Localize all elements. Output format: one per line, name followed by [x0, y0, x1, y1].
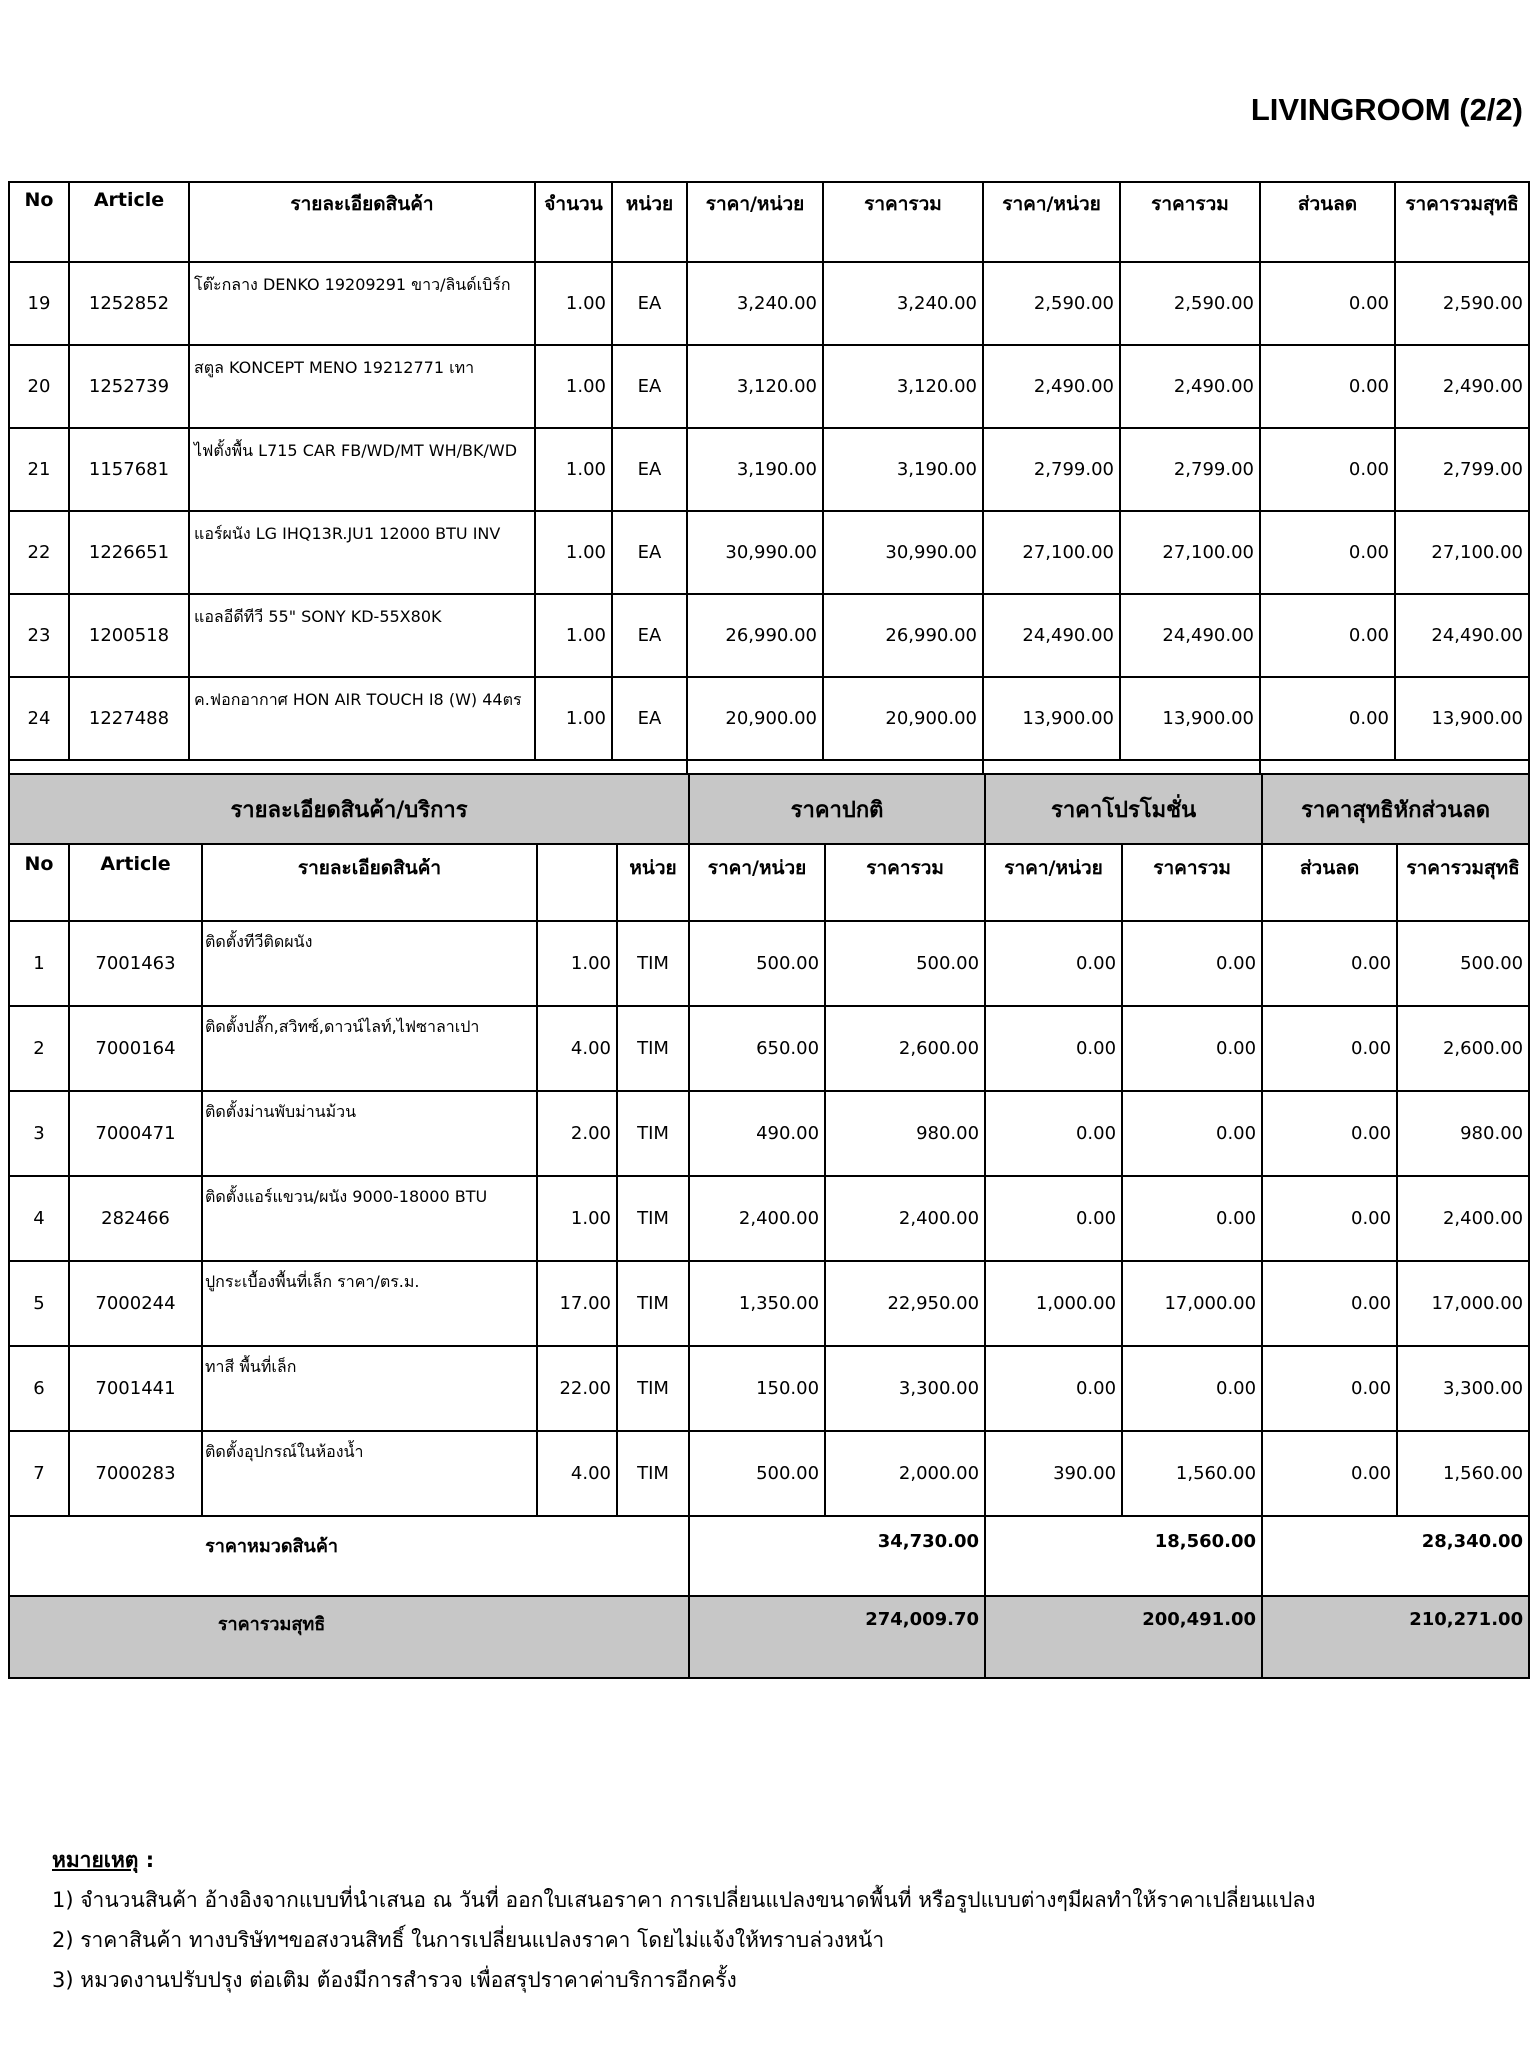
remark-line: 3) หมวดงานปรับปรุง ต่อเติม ต้องมีการสำรวจ เพื่อสรุปราคาค่าบริการอีกครั้ง — [52, 1968, 737, 1992]
row-total: 26,990.00 — [823, 594, 983, 677]
grand-total-promo: 200,491.00 — [985, 1596, 1262, 1678]
row-net-total: 2,490.00 — [1395, 345, 1529, 428]
page-title: LIVINGROOM (2/2) — [1250, 92, 1523, 127]
row-article: 7001463 — [69, 921, 202, 1006]
row-no: 5 — [9, 1261, 69, 1346]
table-row — [9, 1006, 1529, 1091]
row-promo-total: 2,799.00 — [1120, 428, 1260, 511]
row-article: 7001441 — [69, 1346, 202, 1431]
row-promo-total: 0.00 — [1122, 1006, 1262, 1091]
row-promo-unit-price: 1,000.00 — [985, 1261, 1122, 1346]
row-unit-price: 500.00 — [689, 1431, 825, 1516]
group-description-header: รายละเอียดสินค้า/บริการ — [9, 774, 689, 844]
row-promo-unit-price: 0.00 — [985, 1176, 1122, 1261]
row-total: 2,400.00 — [825, 1176, 985, 1261]
group-net-price-header: ราคาสุทธิหักส่วนลด — [1262, 774, 1529, 844]
row-total: 20,900.00 — [823, 677, 983, 760]
row-promo-total: 27,100.00 — [1120, 511, 1260, 594]
row-article: 1227488 — [69, 677, 189, 760]
row-quantity: 1.00 — [537, 1176, 617, 1261]
row-unit: EA — [612, 594, 687, 677]
table-row — [9, 1261, 1529, 1346]
svc-col-quantity-header — [537, 844, 617, 921]
row-unit: TIM — [617, 1346, 689, 1431]
row-quantity: 1.00 — [535, 428, 612, 511]
row-promo-unit-price: 27,100.00 — [983, 511, 1120, 594]
row-discount: 0.00 — [1260, 428, 1395, 511]
row-quantity: 22.00 — [537, 1346, 617, 1431]
row-net-total: 2,400.00 — [1397, 1176, 1529, 1261]
row-quantity: 4.00 — [537, 1431, 617, 1516]
row-no: 4 — [9, 1176, 69, 1261]
row-quantity: 1.00 — [537, 921, 617, 1006]
col-article-header: Article — [69, 182, 189, 262]
row-quantity: 2.00 — [537, 1091, 617, 1176]
svc-col-no-header: No — [9, 844, 69, 921]
col-total-header: ราคารวม — [823, 182, 983, 262]
row-net-total: 24,490.00 — [1395, 594, 1529, 677]
items-header-row — [9, 182, 1529, 262]
svc-col-total-header: ราคารวม — [825, 844, 985, 921]
row-discount: 0.00 — [1262, 1006, 1397, 1091]
row-unit-price: 26,990.00 — [687, 594, 823, 677]
row-net-total: 500.00 — [1397, 921, 1529, 1006]
table-row — [9, 511, 1529, 594]
row-article: 1252739 — [69, 345, 189, 428]
row-net-total: 2,600.00 — [1397, 1006, 1529, 1091]
row-total: 22,950.00 — [825, 1261, 985, 1346]
row-unit-price: 500.00 — [689, 921, 825, 1006]
remarks-title — [52, 1840, 1315, 1880]
row-promo-total: 0.00 — [1122, 1176, 1262, 1261]
row-quantity: 1.00 — [535, 511, 612, 594]
grand-total-label: ราคารวมสุทธิ — [9, 1596, 689, 1678]
row-total: 2,600.00 — [825, 1006, 985, 1091]
row-article: 282466 — [69, 1176, 202, 1261]
row-unit: TIM — [617, 921, 689, 1006]
row-promo-unit-price: 2,490.00 — [983, 345, 1120, 428]
row-quantity: 1.00 — [535, 345, 612, 428]
row-net-total: 27,100.00 — [1395, 511, 1529, 594]
row-unit: TIM — [617, 1006, 689, 1091]
row-no: 21 — [9, 428, 69, 511]
row-promo-unit-price: 390.00 — [985, 1431, 1122, 1516]
table-row — [9, 1346, 1529, 1431]
row-unit-price: 2,400.00 — [689, 1176, 825, 1261]
row-quantity: 1.00 — [535, 594, 612, 677]
row-article: 1226651 — [69, 511, 189, 594]
row-unit: EA — [612, 428, 687, 511]
grand-total-net: 210,271.00 — [1262, 1596, 1529, 1678]
row-unit-price: 490.00 — [689, 1091, 825, 1176]
svc-col-promo-total-header: ราคารวม — [1122, 844, 1262, 921]
col-unit-header: หน่วย — [612, 182, 687, 262]
row-discount: 0.00 — [1260, 345, 1395, 428]
row-total: 3,240.00 — [823, 262, 983, 345]
svc-col-description-header: รายละเอียดสินค้า — [202, 844, 537, 921]
row-discount: 0.00 — [1262, 1261, 1397, 1346]
group-regular-price-header: ราคาปกติ — [689, 774, 985, 844]
table-row — [9, 1431, 1529, 1516]
row-no: 20 — [9, 345, 69, 428]
row-promo-unit-price: 2,799.00 — [983, 428, 1120, 511]
table-row — [9, 677, 1529, 760]
row-unit: EA — [612, 262, 687, 345]
svc-col-net-total-header: ราคารวมสุทธิ — [1397, 844, 1529, 921]
row-total: 980.00 — [825, 1091, 985, 1176]
row-discount: 0.00 — [1260, 677, 1395, 760]
col-discount-header: ส่วนลด — [1260, 182, 1395, 262]
table-row — [9, 345, 1529, 428]
row-quantity: 17.00 — [537, 1261, 617, 1346]
svc-col-discount-header: ส่วนลด — [1262, 844, 1397, 921]
row-promo-total: 17,000.00 — [1122, 1261, 1262, 1346]
row-description: แอลอีดีทีวี 55" SONY KD-55X80K — [189, 594, 535, 677]
row-description: สตูล KONCEPT MENO 19212771 เทา — [189, 345, 535, 428]
row-description: ค.ฟอกอากาศ HON AIR TOUCH I8 (W) 44ตร — [189, 677, 535, 760]
row-promo-unit-price: 0.00 — [985, 1091, 1122, 1176]
row-discount: 0.00 — [1260, 594, 1395, 677]
svc-col-unit-price-header: ราคา/หน่วย — [689, 844, 825, 921]
row-net-total: 3,300.00 — [1397, 1346, 1529, 1431]
row-unit-price: 3,120.00 — [687, 345, 823, 428]
remarks-title-text: หมายเหตุ — [52, 1848, 139, 1872]
row-description: ติดตั้งม่านพับม่านม้วน — [202, 1091, 537, 1176]
row-total: 3,120.00 — [823, 345, 983, 428]
row-no: 22 — [9, 511, 69, 594]
row-total: 30,990.00 — [823, 511, 983, 594]
row-promo-total: 13,900.00 — [1120, 677, 1260, 760]
row-promo-total: 24,490.00 — [1120, 594, 1260, 677]
row-description: ทาสี พื้นที่เล็ก — [202, 1346, 537, 1431]
row-description: ปูกระเบื้องพื้นที่เล็ก ราคา/ตร.ม. — [202, 1261, 537, 1346]
remark-line: 2) ราคาสินค้า ทางบริษัทฯขอสงวนสิทธิ์ ในการเปลี่ยนแปลงราคา โดยไม่แจ้งให้ทราบล่วงหน้า — [52, 1928, 885, 1952]
row-net-total: 2,590.00 — [1395, 262, 1529, 345]
svc-col-promo-unit-price-header: ราคา/หน่วย — [985, 844, 1122, 921]
row-promo-total: 0.00 — [1122, 1346, 1262, 1431]
row-description: แอร์ผนัง LG IHQ13R.JU1 12000 BTU INV — [189, 511, 535, 594]
service-group-header-row — [9, 774, 1529, 844]
row-promo-total: 0.00 — [1122, 921, 1262, 1006]
row-description: ติดตั้งแอร์แขวน/ผนัง 9000-18000 BTU — [202, 1176, 537, 1261]
row-description: ติดตั้งปลั๊ก,สวิทซ์,ดาวน์ไลท์,ไฟซาลาเปา — [202, 1006, 537, 1091]
row-article: 7000244 — [69, 1261, 202, 1346]
row-unit: TIM — [617, 1431, 689, 1516]
row-net-total: 2,799.00 — [1395, 428, 1529, 511]
service-table — [8, 773, 1530, 1679]
col-promo-total-header: ราคารวม — [1120, 182, 1260, 262]
row-description: ไฟตั้งพื้น L715 CAR FB/WD/MT WH/BK/WD — [189, 428, 535, 511]
row-net-total: 13,900.00 — [1395, 677, 1529, 760]
col-unit-price-header: ราคา/หน่วย — [687, 182, 823, 262]
row-total: 2,000.00 — [825, 1431, 985, 1516]
remarks-title-colon: : — [138, 1848, 155, 1872]
row-discount: 0.00 — [1262, 1346, 1397, 1431]
row-promo-unit-price: 0.00 — [985, 1006, 1122, 1091]
row-promo-total: 0.00 — [1122, 1091, 1262, 1176]
service-subtotal-total: 34,730.00 — [689, 1516, 985, 1596]
group-promotion-price-header: ราคาโปรโมชั่น — [985, 774, 1262, 844]
row-article: 7000471 — [69, 1091, 202, 1176]
row-discount: 0.00 — [1260, 511, 1395, 594]
row-unit: EA — [612, 511, 687, 594]
row-total: 3,300.00 — [825, 1346, 985, 1431]
row-article: 1252852 — [69, 262, 189, 345]
row-description: โต๊ะกลาง DENKO 19209291 ขาว/ลินด์เบิร์ก — [189, 262, 535, 345]
row-promo-unit-price: 24,490.00 — [983, 594, 1120, 677]
row-no: 2 — [9, 1006, 69, 1091]
col-no-header: No — [9, 182, 69, 262]
row-quantity: 4.00 — [537, 1006, 617, 1091]
table-row — [9, 1091, 1529, 1176]
row-unit-price: 3,240.00 — [687, 262, 823, 345]
remarks — [52, 1840, 1315, 2000]
svc-col-article-header: Article — [69, 844, 202, 921]
row-description: ติดตั้งทีวีติดผนัง — [202, 921, 537, 1006]
row-quantity: 1.00 — [535, 262, 612, 345]
row-unit-price: 650.00 — [689, 1006, 825, 1091]
row-no: 19 — [9, 262, 69, 345]
row-unit-price: 30,990.00 — [687, 511, 823, 594]
row-description: ติดตั้งอุปกรณ์ในห้องน้ำ — [202, 1431, 537, 1516]
table-row — [9, 428, 1529, 511]
row-total: 3,190.00 — [823, 428, 983, 511]
row-promo-unit-price: 0.00 — [985, 921, 1122, 1006]
row-promo-unit-price: 13,900.00 — [983, 677, 1120, 760]
row-article: 7000164 — [69, 1006, 202, 1091]
service-subtotal-promo-total: 18,560.00 — [985, 1516, 1262, 1596]
row-no: 7 — [9, 1431, 69, 1516]
row-no: 3 — [9, 1091, 69, 1176]
row-net-total: 17,000.00 — [1397, 1261, 1529, 1346]
row-discount: 0.00 — [1262, 1176, 1397, 1261]
row-discount: 0.00 — [1262, 1091, 1397, 1176]
row-promo-total: 2,490.00 — [1120, 345, 1260, 428]
row-unit: TIM — [617, 1176, 689, 1261]
row-unit-price: 1,350.00 — [689, 1261, 825, 1346]
row-no: 24 — [9, 677, 69, 760]
grand-total-regular: 274,009.70 — [689, 1596, 985, 1678]
row-unit: EA — [612, 345, 687, 428]
service-subtotal-row — [9, 1516, 1529, 1596]
table-row — [9, 921, 1529, 1006]
row-discount: 0.00 — [1262, 921, 1397, 1006]
row-no: 23 — [9, 594, 69, 677]
row-net-total: 980.00 — [1397, 1091, 1529, 1176]
row-unit-price: 3,190.00 — [687, 428, 823, 511]
row-no: 1 — [9, 921, 69, 1006]
grand-total-row — [9, 1596, 1529, 1678]
row-unit-price: 20,900.00 — [687, 677, 823, 760]
row-unit: EA — [612, 677, 687, 760]
service-subtotal-label: ราคาหมวดสินค้า — [9, 1516, 689, 1596]
row-promo-total: 1,560.00 — [1122, 1431, 1262, 1516]
row-total: 500.00 — [825, 921, 985, 1006]
remark-line: 1) จำนวนสินค้า อ้างอิงจากแบบที่นำเสนอ ณ วันที่ ออกใบเสนอราคา การเปลี่ยนแปลงขนาดพื้นที่ หรือรูปแบบต่างๆมีผลทำให้ราคาเปลี่ยนแปลง — [52, 1888, 1316, 1912]
row-promo-unit-price: 0.00 — [985, 1346, 1122, 1431]
col-description-header: รายละเอียดสินค้า — [189, 182, 535, 262]
table-row — [9, 594, 1529, 677]
row-unit: TIM — [617, 1091, 689, 1176]
row-no: 6 — [9, 1346, 69, 1431]
items-table — [8, 181, 1530, 823]
row-article: 1200518 — [69, 594, 189, 677]
table-row — [9, 1176, 1529, 1261]
row-unit: TIM — [617, 1261, 689, 1346]
row-article: 7000283 — [69, 1431, 202, 1516]
svc-col-unit-header: หน่วย — [617, 844, 689, 921]
row-article: 1157681 — [69, 428, 189, 511]
col-quantity-header: จำนวน — [535, 182, 612, 262]
service-subtotal-net: 28,340.00 — [1262, 1516, 1529, 1596]
service-header-row — [9, 844, 1529, 921]
row-net-total: 1,560.00 — [1397, 1431, 1529, 1516]
row-promo-unit-price: 2,590.00 — [983, 262, 1120, 345]
row-quantity: 1.00 — [535, 677, 612, 760]
row-promo-total: 2,590.00 — [1120, 262, 1260, 345]
col-net-total-header: ราคารวมสุทธิ — [1395, 182, 1529, 262]
col-promo-unit-price-header: ราคา/หน่วย — [983, 182, 1120, 262]
row-discount: 0.00 — [1260, 262, 1395, 345]
table-row — [9, 262, 1529, 345]
row-unit-price: 150.00 — [689, 1346, 825, 1431]
row-discount: 0.00 — [1262, 1431, 1397, 1516]
